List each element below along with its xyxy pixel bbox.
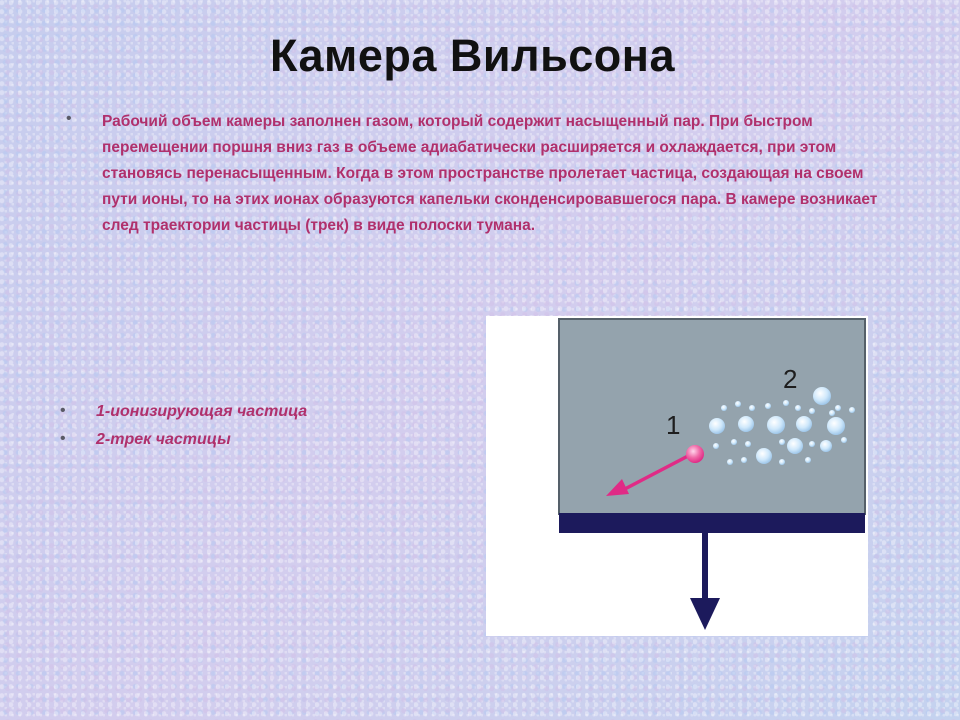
bullet-icon: • [60, 430, 66, 447]
ionizing-particle [686, 445, 704, 463]
description-paragraph: Рабочий объем камеры заполнен газом, который содержит насыщенный пар. При быстром перемещении поршня вниз газ в объеме адиабатически расширяется и охлаждается, при этом становясь перенасыщенным. Когда в этом пространстве пролетает частица, создающая на своем пути ионы, то на этих ионах образуются капельки сконденсировавшегося пара. В камере возникает след траектории частицы (трек) в виде полоски тумана. [102, 113, 878, 234]
slide-title: Камера Вильсона [269, 30, 675, 81]
piston [559, 513, 865, 533]
bullet-icon: • [66, 110, 72, 127]
chamber-body [559, 319, 865, 514]
cloud-chamber-diagram [486, 316, 868, 636]
legend-item-particle: 1-ионизирующая частица [96, 403, 308, 420]
legend-item-track: 2-трек частицы [96, 431, 231, 448]
cloud-chamber-figure [486, 316, 868, 636]
particle-label: 1 [666, 410, 681, 440]
bullet-icon: • [60, 402, 66, 419]
track-label: 2 [783, 364, 798, 394]
piston-arrow-head [690, 598, 720, 630]
